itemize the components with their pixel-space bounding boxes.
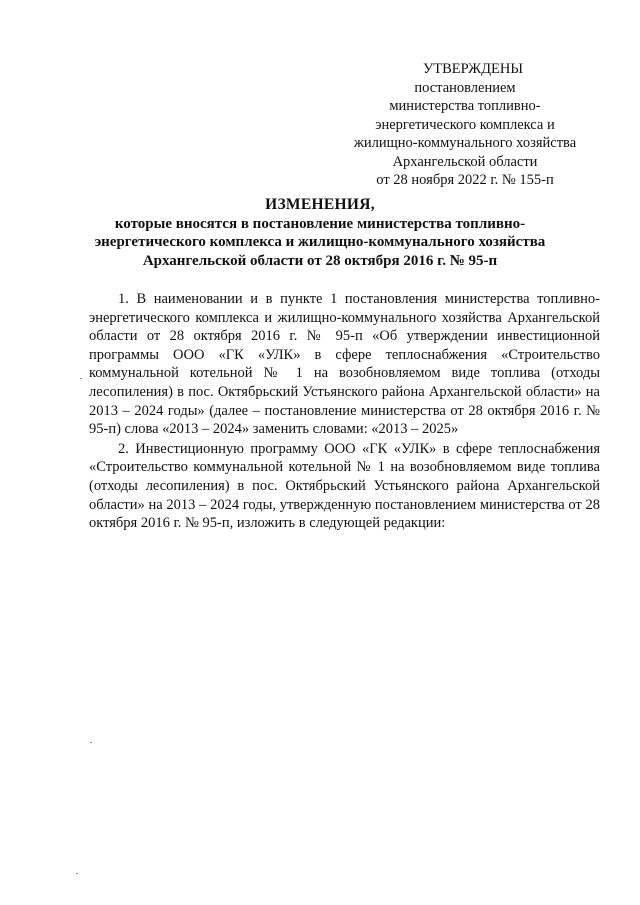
approval-block (330, 60, 600, 190)
title-main: ИЗМЕНЕНИЯ, (265, 196, 375, 213)
approval-line: министерства топливно- (389, 98, 541, 114)
scan-speck (90, 742, 92, 743)
approval-line: Архангельской области (392, 153, 538, 170)
paragraph-2 (89, 440, 600, 533)
paragraph-2-text: 2. Инвестиционную программу ООО «ГК «УЛК» в сфере теплоснабжения «Строительство коммунальной котельной № 1 на возобновляемом виде топлива (отходы лесопиления) в пос. Октябрьский Устьянского района Архангельской области» на 2013 – 2024 годы, утвержденную постановлением министерства от 28 октября 2016 г. № 95-п, изложить в следующей редакции: (89, 440, 600, 532)
document-body (89, 290, 600, 533)
approval-line: энергетического комплекса и (375, 116, 555, 133)
approval-heading: УТВЕРЖДЕНЫ (422, 61, 524, 77)
approval-line: постановлением (414, 79, 516, 96)
paragraph-1 (89, 290, 600, 439)
title-subtitle-line: которые вносятся в постановление министерства топливно- (114, 215, 526, 232)
scan-speck (80, 378, 82, 379)
document-title (60, 196, 580, 270)
title-subtitle-line: Архангельской области от 28 октября 2016 г. № 95-п (142, 252, 498, 269)
approval-line: от 28 ноября 2022 г. № 155-п (376, 172, 554, 188)
paragraph-1-text: 1. В наименовании и в пункте 1 постановления министерства топливно-энергетического комплекса и жилищно-коммунального хозяйства Архангельской области от 28 октября 2016 г. № 95-п «Об утверждении инвестиционной программы ООО «ГК «УЛК» в сфере теплоснабжения «Строительство коммунальной котельной № 1 на возобновляемом виде топлива (отходы лесопиления) в пос. Октябрьский Устьянского района Архангельской области» на 2013 – 2024 годы» (далее – постановление министерства от 28 октября 2016 г. № 95-п) слова «2013 – 2024» заменить словами: «2013 – 2025» (89, 291, 600, 438)
title-subtitle-line: энергетического комплекса и жилищно-коммунального хозяйства (94, 234, 546, 250)
approval-line: жилищно-коммунального хозяйства (353, 135, 577, 151)
scan-speck (76, 873, 78, 874)
